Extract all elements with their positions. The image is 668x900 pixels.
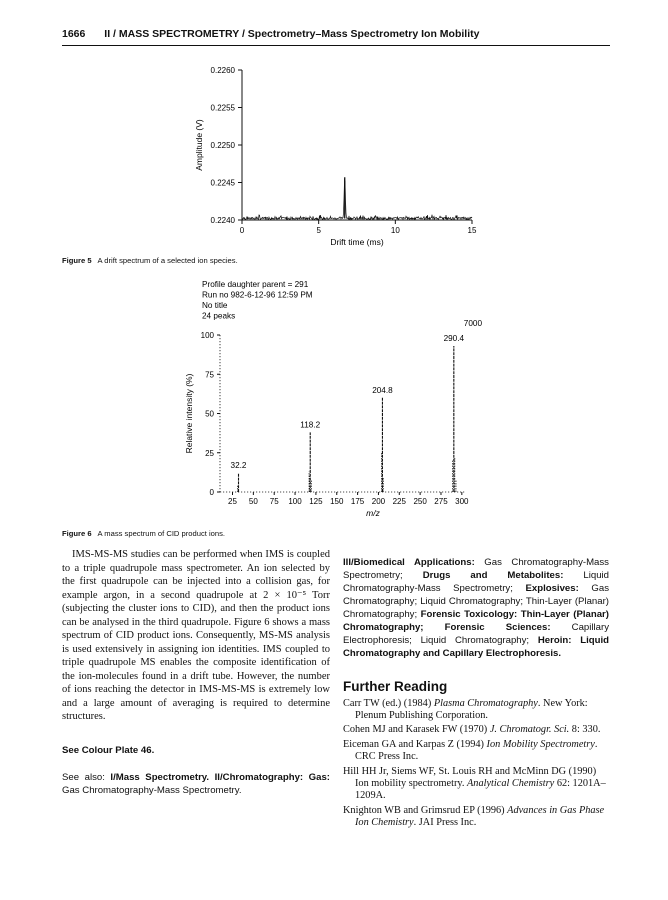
- peak-label: 32.2: [230, 461, 247, 471]
- max-count-label: 7000: [463, 319, 482, 328]
- y-tick-label: 50: [205, 409, 214, 419]
- x-tick-label: 50: [248, 497, 258, 506]
- see-also-part-2: [343, 556, 609, 660]
- see-also-entry: Liquid Chromatography-Mass Spectrometry;: [343, 570, 609, 594]
- page-number: 1666: [62, 28, 86, 40]
- figure-6-caption: [62, 529, 225, 538]
- y-tick-label: 0.2250: [210, 141, 235, 150]
- reference-item: Cohen MJ and Karasek FW (1970) J. Chromatogr. Sci. 8: 330.: [343, 724, 601, 736]
- y-tick-label: 0: [209, 488, 214, 497]
- figure-5-caption-text: A drift spectrum of a selected ion species.: [97, 256, 238, 265]
- y-tick-label: 0.2245: [210, 178, 235, 188]
- spectrum-info-line: 24 peaks: [202, 311, 236, 321]
- peak-label: 204.8: [372, 385, 393, 395]
- right-column: [343, 556, 609, 832]
- figure-5: [180, 62, 480, 252]
- x-tick-label: 200: [371, 497, 386, 506]
- running-header: [62, 28, 610, 40]
- x-tick-label: 175: [350, 497, 365, 506]
- see-also-part-1: [62, 771, 330, 797]
- x-tick-label: 300: [455, 497, 469, 506]
- see-also-entry: II/Chromatography: Gas:: [214, 772, 330, 783]
- figure-6-chart: [180, 278, 490, 524]
- x-axis-label: Drift time (ms): [330, 237, 384, 247]
- x-tick-label: 125: [309, 497, 323, 506]
- x-tick-label: 225: [392, 497, 406, 506]
- y-axis-label: Relative intensity (%): [184, 373, 194, 454]
- x-tick-label: 15: [467, 226, 477, 235]
- reference-item: Eiceman GA and Karpas Z (1994) Ion Mobility Spectrometry. CRC Press Inc.: [343, 738, 598, 763]
- spectrum-info-line: Profile daughter parent = 291: [202, 280, 309, 289]
- peak-label: 290.4: [443, 333, 465, 343]
- figure-6: [180, 278, 490, 524]
- colour-plate-note: See Colour Plate 46.: [62, 744, 155, 756]
- y-tick-label: 0.2240: [210, 216, 235, 225]
- y-tick-label: 75: [205, 370, 214, 380]
- see-also-entry: Gas Chromatography-Mass Spectrometry;: [343, 557, 609, 581]
- x-tick-label: 25: [228, 497, 237, 506]
- figure-5-chart: [180, 62, 480, 252]
- see-also-entry: Gas Chromatography; Liquid Chromatography; Thin-Layer (Planar) Chromatography;: [343, 583, 609, 620]
- see-also-entry: Capillary Electrophoresis; Liquid Chromatography;: [343, 622, 609, 646]
- x-tick-label: 250: [413, 497, 427, 506]
- reference-item: Hill HH Jr, Siems WF, St. Louis RH and McMinn DG (1990) Ion mobility spectrometry. Analytical Chemistry 62: 1201A–1209A.: [343, 765, 606, 802]
- see-also-entry: I/Mass Spectrometry.: [110, 772, 215, 783]
- figure-6-caption-text: A mass spectrum of CID product ions.: [97, 529, 226, 538]
- y-axis-label: Amplitude (V): [194, 119, 204, 171]
- x-tick-label: 75: [269, 497, 279, 506]
- see-also-entry: Drugs and Metabolites:: [422, 570, 584, 581]
- running-title: II / MASS SPECTROMETRY / Spectrometry–Mass Spectrometry Ion Mobility: [104, 28, 480, 40]
- x-tick-label: 5: [316, 226, 321, 235]
- figure-5-caption: [62, 256, 238, 265]
- see-also-entry: Gas Chromatography-Mass Spectrometry.: [62, 785, 242, 796]
- see-also-entry: Forensic Toxicology: Thin-Layer (Planar) Chromatography;: [343, 609, 609, 633]
- body-paragraph: IMS-MS-MS studies can be performed when IMS is coupled to a triple quadrupole mass spectrometer. An ion selected by the first quadrupole can be injected into a collision gas, for example argon, in a second quadrupole at 2 × 10⁻⁵ Torr (subjecting the cluster ions to CID), and then the product ions can be analysed in the third quadrupole. Figure 6 shows a mass spectrum of CID product ions. Consequently, MS-MS analysis is used extensively in assigning ion identities. IMS coupled to triple quadrupole MS enables the composite identification of the ion-molecules found in a drift tube. However, the number of ions reaching the detector in IMS-MS-MS is extremely low and a large amount of averaging is required to determine structures.: [62, 549, 330, 722]
- see-also-entry: III/Biomedical Applications:: [343, 557, 485, 568]
- see-also-entry: Explosives:: [525, 583, 592, 594]
- see-also-prefix: See also:: [62, 772, 111, 783]
- x-tick-label: 150: [330, 497, 344, 506]
- spectrum-info-line: No title: [202, 301, 228, 310]
- see-also-entry: Forensic Sciences:: [444, 622, 572, 633]
- reference-item: Knighton WB and Grimsrud EP (1996) Advances in Gas Phase Ion Chemistry. JAI Press Inc.: [343, 804, 605, 829]
- further-reading-heading: Further Reading: [343, 679, 448, 694]
- header-rule: [62, 45, 610, 46]
- figure-5-caption-label: Figure 5: [62, 256, 92, 265]
- drift-trace: [242, 180, 472, 219]
- x-tick-label: 275: [434, 497, 448, 506]
- reference-list: [343, 698, 609, 830]
- x-tick-label: 10: [390, 226, 400, 235]
- see-also-entry: Heroin: Liquid Chromatography and Capillary Electrophoresis.: [343, 635, 610, 659]
- y-tick-label: 25: [205, 448, 214, 458]
- reference-item: Carr TW (ed.) (1984) Plasma Chromatography. New York: Plenum Publishing Corporation.: [343, 697, 588, 721]
- y-tick-label: 0.2260: [210, 66, 235, 75]
- y-tick-label: 100: [200, 331, 214, 340]
- left-column: [62, 548, 330, 797]
- x-tick-label: 0: [239, 226, 245, 235]
- peak-label: 118.2: [300, 420, 321, 430]
- spectrum-info-line: Run no 982-6-12-96 12:59 PM: [202, 290, 313, 300]
- y-tick-label: 0.2255: [210, 103, 235, 113]
- figure-6-caption-label: Figure 6: [62, 529, 92, 538]
- x-tick-label: 100: [288, 497, 302, 506]
- x-axis-label: m/z: [366, 508, 380, 518]
